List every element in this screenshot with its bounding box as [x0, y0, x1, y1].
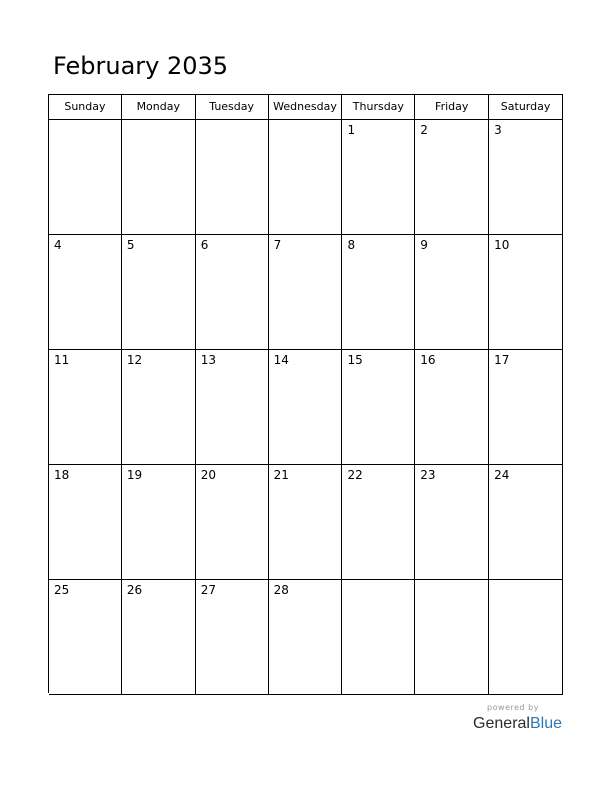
weekday-header-friday: Friday	[415, 95, 489, 120]
day-number: 10	[494, 238, 510, 252]
day-number: 8	[347, 238, 356, 252]
day-cell	[342, 465, 415, 580]
day-cell	[489, 120, 563, 235]
day-number: 9	[420, 238, 428, 252]
day-cell	[49, 235, 122, 350]
day-cell	[269, 235, 343, 350]
day-cell	[122, 465, 196, 580]
week-row-1	[49, 120, 563, 235]
day-number: 4	[54, 238, 62, 252]
day-number: 15	[347, 353, 363, 367]
day-cell	[415, 580, 489, 695]
day-cell	[269, 580, 343, 695]
day-cell	[196, 235, 269, 350]
calendar-grid	[48, 94, 563, 693]
day-cell	[489, 235, 563, 350]
day-cell	[269, 465, 343, 580]
week-row-5	[49, 580, 563, 695]
day-cell	[342, 580, 415, 695]
week-row-3	[49, 350, 563, 465]
day-number: 18	[54, 468, 70, 482]
day-number: 5	[126, 238, 135, 252]
day-cell	[196, 120, 269, 235]
day-cell	[49, 350, 122, 465]
day-cell	[415, 465, 489, 580]
weekday-header-tuesday: Tuesday	[196, 95, 269, 120]
brand-name-blue: Blue	[529, 715, 562, 732]
day-number: 2	[420, 123, 428, 137]
day-cell	[122, 235, 196, 350]
weekday-header-saturday: Saturday	[489, 95, 563, 120]
day-cell	[49, 465, 122, 580]
weekday-header-sunday: Sunday	[49, 95, 122, 120]
generalblue-logo[interactable]	[422, 713, 562, 735]
brand-name-general: General	[473, 715, 530, 732]
powered-by-text: powered by	[487, 703, 539, 712]
day-cell	[49, 120, 122, 235]
weekday-header-row	[49, 95, 563, 120]
day-cell	[122, 580, 196, 695]
weekday-header-wednesday: Wednesday	[269, 95, 343, 120]
day-cell	[342, 350, 415, 465]
footer-branding	[422, 703, 562, 735]
day-number: 6	[200, 238, 209, 252]
day-cell	[489, 350, 563, 465]
week-row-4	[49, 465, 563, 580]
day-number: 24	[494, 468, 510, 482]
calendar-title: February 2035	[53, 52, 229, 80]
day-cell	[489, 580, 563, 695]
weekday-header-thursday: Thursday	[342, 95, 415, 120]
day-number: 16	[420, 353, 436, 367]
day-cell	[196, 580, 269, 695]
day-cell	[122, 350, 196, 465]
day-number: 23	[420, 468, 436, 482]
day-number: 7	[273, 238, 282, 252]
day-cell	[415, 120, 489, 235]
day-cell	[342, 235, 415, 350]
day-number: 22	[347, 468, 363, 482]
day-cell	[342, 120, 415, 235]
day-cell	[489, 465, 563, 580]
day-number: 27	[200, 583, 216, 597]
day-number: 25	[54, 583, 70, 597]
day-number: 11	[54, 353, 70, 367]
day-cell	[415, 350, 489, 465]
day-number: 28	[273, 583, 289, 597]
day-number: 21	[273, 468, 289, 482]
day-number: 26	[126, 583, 143, 597]
day-cell	[122, 120, 196, 235]
day-cell	[49, 580, 122, 695]
day-number: 13	[200, 353, 216, 367]
day-number: 17	[494, 353, 510, 367]
day-number: 3	[494, 123, 502, 137]
day-cell	[269, 120, 343, 235]
day-number: 12	[126, 353, 143, 367]
day-number: 19	[126, 468, 143, 482]
weekday-header-monday: Monday	[122, 95, 196, 120]
day-number: 1	[347, 123, 356, 137]
week-row-2	[49, 235, 563, 350]
day-cell	[196, 465, 269, 580]
day-number: 14	[273, 353, 289, 367]
day-cell	[415, 235, 489, 350]
day-cell	[269, 350, 343, 465]
day-number: 20	[200, 468, 216, 482]
day-cell	[196, 350, 269, 465]
